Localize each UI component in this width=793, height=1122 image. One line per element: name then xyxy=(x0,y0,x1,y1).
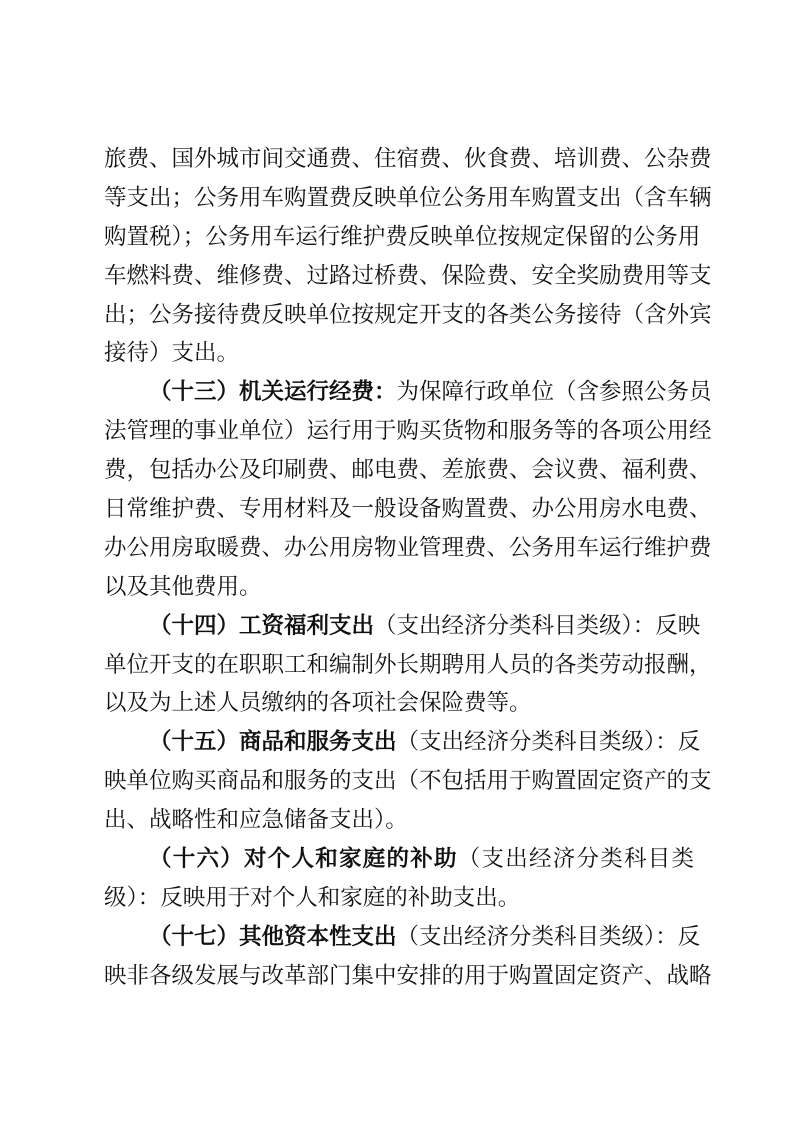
paragraph-line: 单位开支的在职职工和编制外长期聘用人员的各类劳动报酬， xyxy=(104,651,712,678)
paragraph-line: 法管理的事业单位）运行用于购买货物和服务等的各项公用经 xyxy=(104,418,712,445)
section-label: （十七）其他资本性支出 xyxy=(149,923,397,950)
section-text: （支出经济分类科目类级）：反 xyxy=(396,923,701,950)
section-heading-line xyxy=(104,840,694,879)
paragraph-line: 出；公务接待费反映单位按规定开支的各类公务接待（含外宾 xyxy=(104,301,712,328)
section-text: （支出经济分类科目类 xyxy=(457,846,694,873)
paragraph-line: 接待）支出。 xyxy=(104,340,240,367)
paragraph-line: 映单位购买商品和服务的支出（不包括用于购置固定资产的支 xyxy=(104,768,712,795)
paragraph-line: 级）：反映用于对个人和家庭的补助支出。 xyxy=(104,884,521,911)
section-text: 为保障行政单位（含参照公务员 xyxy=(396,379,712,406)
section-text: （支出经济分类科目类级）：反 xyxy=(396,729,701,756)
paragraph-line: 费，包括办公及印刷费、邮电费、差旅费、会议费、福利费、 xyxy=(104,457,712,484)
section-text: （支出经济分类科目类级）：反映 xyxy=(374,612,701,639)
section-label: （十五）商品和服务支出 xyxy=(149,729,397,756)
paragraph-line: 出、战略性和应急储备支出）。 xyxy=(104,807,408,834)
section-heading-line xyxy=(104,373,712,412)
section-heading-line xyxy=(104,607,701,646)
paragraph-line: 以及为上述人员缴纳的各项社会保险费等。 xyxy=(104,690,532,717)
section-label: （十三）机关运行经费： xyxy=(149,379,397,406)
section-label: （十四）工资福利支出 xyxy=(149,612,375,639)
paragraph-line: 以及其他费用。 xyxy=(104,573,262,600)
paragraph-line: 日常维护费、专用材料及一般设备购置费、办公用房水电费、 xyxy=(104,496,712,523)
paragraph-line: 车燃料费、维修费、过路过桥费、保险费、安全奖励费用等支 xyxy=(104,262,712,289)
body-text xyxy=(104,140,712,996)
paragraph-line: 购置税）；公务用车运行维护费反映单位按规定保留的公务用 xyxy=(104,223,701,250)
section-label: （十六）对个人和家庭的补助 xyxy=(149,846,458,873)
paragraph-line: 办公用房取暖费、办公用房物业管理费、公务用车运行维护费 xyxy=(104,534,712,561)
paragraph-line: 映非各级发展与改革部门集中安排的用于购置固定资产、战略 xyxy=(104,962,712,989)
section-heading-line xyxy=(104,723,701,762)
paragraph-line: 等支出；公务用车购置费反映单位公务用车购置支出（含车辆 xyxy=(104,184,712,211)
paragraph-line: 旅费、国外城市间交通费、住宿费、伙食费、培训费、公杂费 xyxy=(104,146,712,172)
section-heading-line xyxy=(104,918,701,957)
